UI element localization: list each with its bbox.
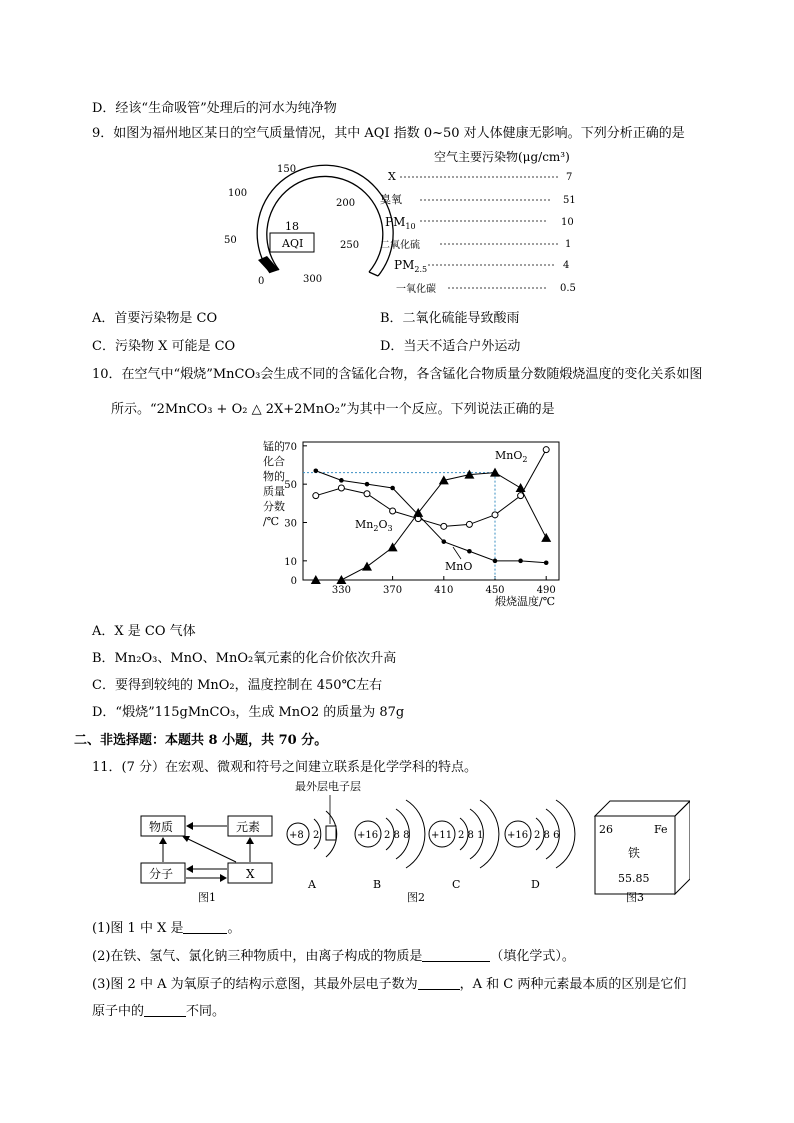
series-label-mn2o3: $Mn_2O_3$	[355, 518, 393, 533]
point-mn2o3	[390, 508, 396, 514]
point-mno2	[541, 533, 551, 542]
pollutant-table	[380, 149, 576, 295]
point-mno	[493, 559, 498, 564]
atom-a-nucleus: +8	[289, 830, 304, 841]
q9-option-a: A．首要污染物是 CO	[92, 311, 218, 326]
q11-blank-4[interactable]	[144, 1004, 186, 1017]
element-number: 26	[599, 823, 613, 836]
aqi-value: 18	[285, 220, 299, 233]
q10-stem-line2	[111, 398, 555, 417]
point-mno2	[516, 483, 526, 492]
atom-c-shells: 2 8 1	[458, 830, 484, 841]
atom-b-letter: B	[373, 878, 382, 891]
x-tick-label-450: 450	[485, 585, 505, 596]
y-tick-label-30: 30	[284, 518, 297, 530]
pollutant-pm25-name: $PM_{2.5}$	[394, 258, 428, 274]
svg-text:分数: 分数	[263, 500, 285, 513]
x-tick-label-410: 410	[434, 585, 454, 596]
q10-option-a: A．X 是 CO 气体	[92, 624, 196, 639]
q8-option-d: D．经该“生命吸管”处理后的河水为纯净物	[92, 101, 337, 116]
figure-3	[595, 801, 690, 904]
svg-text:质量: 质量	[263, 485, 285, 498]
atom-d-letter: D	[531, 878, 540, 891]
fig1-box-molecule: 分子	[149, 867, 174, 881]
q11-part-3-a: (3)图 2 中 A 为氧原子的结构示意图，其最外层电子数为	[92, 977, 418, 992]
series-2	[314, 468, 549, 565]
x-tick-label-330: 330	[331, 585, 351, 596]
point-mno	[416, 513, 421, 518]
gauge-tick-0: 0	[258, 276, 265, 287]
q10-chart	[255, 438, 575, 614]
q11-blank-1[interactable]	[183, 921, 227, 934]
y-tick-label-10: 10	[284, 556, 297, 568]
atom-a-letter: A	[308, 878, 316, 891]
gauge-tick-50: 50	[224, 235, 237, 246]
q11-part-3-c: 原子中的	[92, 1004, 145, 1019]
fig2-caption: 图2	[407, 891, 425, 904]
svg-text:/℃: /℃	[263, 515, 280, 528]
q9-stem: 9．如图为福州地区某日的空气质量情况，其中 AQI 指数 0~50 对人体健康无影响。下列分析正确的是	[92, 126, 685, 141]
figure-1	[141, 816, 272, 904]
atom-d	[505, 800, 575, 891]
svg-text:物的: 物的	[263, 470, 285, 483]
series-label-mno2: MnO$_2$	[495, 449, 528, 464]
point-mno	[544, 560, 549, 565]
q11-part-2	[92, 945, 575, 964]
x-tick-label-370: 370	[383, 585, 403, 596]
q11-blank-3[interactable]	[418, 977, 460, 990]
atom-c-letter: C	[452, 878, 461, 891]
point-mno2	[362, 562, 372, 571]
svg-text:化合: 化合	[263, 455, 285, 468]
pollutant-ozone-name: 臭氧	[380, 193, 402, 206]
point-mn2o3	[543, 447, 549, 453]
fig1-caption: 图1	[198, 891, 216, 904]
point-mno	[390, 486, 395, 491]
series-0	[311, 468, 551, 584]
outer-shell-label: 最外层电子层	[295, 780, 361, 793]
atom-c	[429, 800, 499, 891]
point-mno	[339, 478, 344, 483]
q9-option-d: D．当天不适合户外运动	[380, 339, 521, 354]
pollutant-ozone-value: 51	[563, 195, 576, 206]
pollutant-table-title: 空气主要污染物(μg/cm³)	[434, 150, 570, 164]
element-symbol: Fe	[654, 823, 668, 836]
pollutant-pm10-value: 10	[561, 217, 574, 228]
pollutant-pm10-name: $PM_{10}$	[385, 215, 416, 231]
atom-b	[355, 800, 425, 891]
gauge-tick-100: 100	[228, 188, 248, 199]
atom-c-nucleus: +11	[431, 830, 453, 841]
point-mn2o3	[338, 485, 344, 491]
point-mno	[518, 559, 523, 564]
point-mno2	[490, 468, 500, 477]
q11-part-3-cont	[92, 1000, 225, 1019]
q9-option-c: C．污染物 X 可能是 CO	[92, 339, 236, 354]
series-line-2	[316, 471, 546, 563]
q11-figures	[130, 776, 690, 908]
mno-label-leader	[453, 547, 461, 559]
point-mno	[442, 539, 447, 544]
pollutant-so2-value: 1	[565, 239, 572, 250]
q10-option-d: D．“煅烧”115gMnCO₃，生成 MnO2 的质量为 87g	[92, 705, 405, 720]
pollutant-so2-name: 二氧化硫	[380, 240, 420, 251]
aqi-gauge	[224, 164, 393, 287]
q10-stem-line1: 10．在空气中“煅烧”MnCO₃会生成不同的含锰化合物，各含锰化合物质量分数随煅烧温度的变化关系如图	[92, 367, 703, 382]
q11-part-1	[92, 917, 241, 936]
y-axis-label	[263, 439, 285, 528]
atom-d-nucleus: +16	[507, 830, 529, 841]
element-mass: 55.85	[618, 872, 650, 885]
point-mn2o3	[492, 512, 498, 518]
fig1-box-substance: 物质	[149, 820, 174, 834]
pollutant-x-value: 7	[566, 172, 573, 183]
svg-text:锰的: 锰的	[263, 440, 285, 453]
q11-part-3-b: ，A 和 C 两种元素最本质的区别是它们	[459, 977, 687, 992]
q11-part-3	[92, 973, 686, 992]
point-mno	[467, 549, 472, 554]
atom-d-shells: 2 8 6	[534, 830, 560, 841]
q10-equation: 2MnCO₃ + O₂ △ 2X+2MnO₂	[156, 402, 340, 417]
element-name: 铁	[628, 846, 641, 860]
figure-2	[287, 779, 575, 904]
q11-blank-2[interactable]	[422, 949, 490, 962]
y-tick-label-0: 0	[290, 576, 297, 587]
q10-stem2-suffix: ”为其中一个反应。下列说法正确的是	[339, 402, 555, 417]
q10-option-b: B．Mn₂O₃、MnO、MnO₂氧元素的化合价依次升高	[92, 651, 397, 666]
gauge-tick-200: 200	[336, 198, 356, 209]
atom-b-shells: 2 8 8	[384, 830, 410, 841]
q10-option-c: C．要得到较纯的 MnO₂，温度控制在 450℃左右	[92, 678, 383, 693]
gauge-tick-300: 300	[303, 274, 323, 285]
fig1-box-element: 元素	[236, 820, 261, 834]
fig3-caption: 图3	[626, 891, 644, 904]
aqi-label: AQI	[282, 237, 304, 250]
point-mno2	[388, 542, 398, 551]
pollutant-x-name: X	[388, 170, 396, 183]
series-line-0	[316, 473, 546, 580]
point-mn2o3	[441, 523, 447, 529]
q11-part-2-a: (2)在铁、氢气、氯化钠三种物质中，由离子构成的物质是	[92, 949, 423, 964]
atom-b-nucleus: +16	[357, 830, 379, 841]
y-tick-label-70: 70	[284, 441, 297, 453]
point-mn2o3	[466, 521, 472, 527]
q11-part-2-b: （填化学式）。	[490, 949, 575, 964]
gauge-tick-150: 150	[277, 164, 297, 175]
q11-part-1-b: 。	[227, 921, 241, 936]
point-mn2o3	[364, 491, 370, 497]
point-mno	[314, 468, 319, 473]
y-tick-label-50: 50	[284, 480, 297, 492]
gauge-tick-250: 250	[340, 240, 360, 251]
q10-stem2-prefix: 所示。“	[111, 402, 157, 417]
q9-option-b: B．二氧化硫能导致酸雨	[380, 311, 520, 326]
atom-a	[287, 811, 337, 891]
x-axis-label: 煅烧温度/℃	[495, 595, 556, 608]
q11-stem: 11．(7 分）在宏观、微观和符号之间建立联系是化学学科的特点。	[92, 760, 478, 775]
x-tick-label-490: 490	[536, 585, 556, 596]
q9-figure	[220, 148, 610, 300]
series-label-mno: MnO	[445, 560, 473, 573]
point-mn2o3	[518, 493, 524, 499]
q11-part-1-a: (1)图 1 中 X 是	[92, 921, 184, 936]
pollutant-co-name: 一氧化碳	[396, 284, 436, 295]
q11-part-3-d: 不同。	[186, 1004, 226, 1019]
pollutant-pm25-value: 4	[563, 260, 570, 271]
point-mno	[365, 482, 370, 487]
fig1-box-x: X	[246, 867, 255, 881]
atom-a-shells: 2	[313, 830, 320, 841]
section-2-heading: 二、非选择题：本题共 8 小题，共 70 分。	[74, 733, 328, 748]
pollutant-co-value: 0.5	[560, 283, 576, 294]
point-mn2o3	[313, 493, 319, 499]
